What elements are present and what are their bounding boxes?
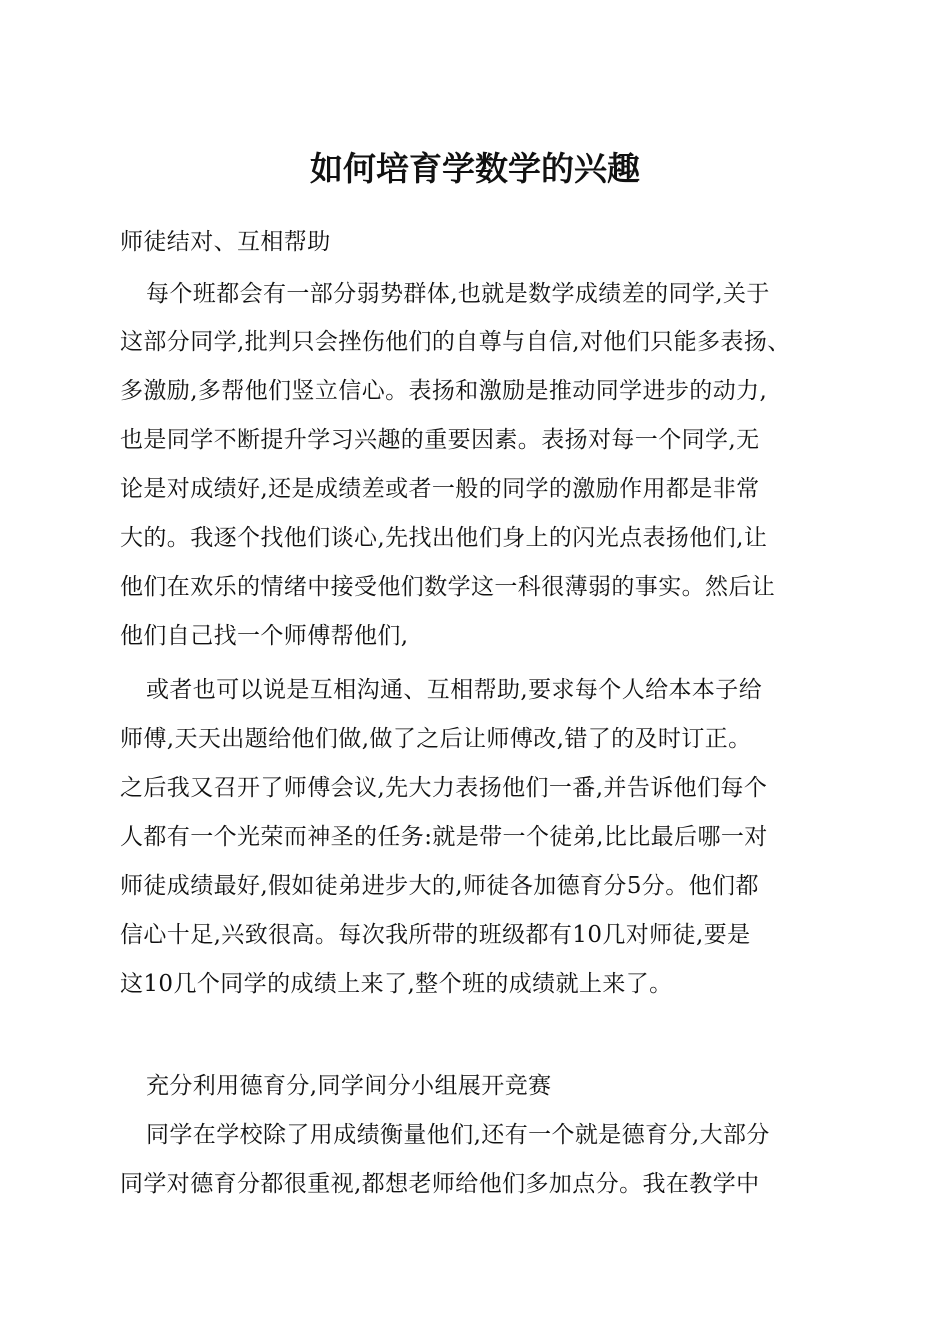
paragraph-line: 论是对成绩好,还是成绩差或者一般的同学的激励作用都是非常 — [120, 476, 760, 502]
paragraph-line: 大的。我逐个找他们谈心,先找出他们身上的闪光点表扬他们,让 — [120, 525, 768, 551]
section-heading-moral-points: 充分利用德育分,同学间分小组展开竞赛 — [146, 1073, 552, 1099]
paragraph-line: 或者也可以说是互相沟通、互相帮助,要求每个人给本本子给 — [146, 677, 763, 703]
paragraph-line: 这部分同学,批判只会挫伤他们的自尊与自信,对他们只能多表扬、 — [120, 329, 791, 355]
paragraph-line: 信心十足,兴致很高。每次我所带的班级都有10几对师徒,要是 — [120, 922, 751, 948]
paragraph-line: 师傅,天天出题给他们做,做了之后让师傅改,错了的及时订正。 — [120, 726, 752, 752]
paragraph-line: 多激励,多帮他们竖立信心。表扬和激励是推动同学进步的动力, — [120, 378, 768, 404]
document-title: 如何培育学数学的兴趣 — [310, 149, 640, 188]
paragraph-line: 这10几个同学的成绩上来了,整个班的成绩就上来了。 — [120, 971, 673, 997]
paragraph-line: 人都有一个光荣而神圣的任务:就是带一个徒弟,比比最后哪一对 — [120, 824, 768, 850]
paragraph-line: 同学对德育分都很重视,都想老师给他们多加点分。我在教学中 — [120, 1171, 760, 1197]
paragraph-line: 每个班都会有一部分弱势群体,也就是数学成绩差的同学,关于 — [146, 281, 770, 307]
section-heading-mentoring: 师徒结对、互相帮助 — [120, 229, 331, 255]
paragraph-line: 师徒成绩最好,假如徒弟进步大的,师徒各加德育分5分。他们都 — [120, 873, 759, 899]
paragraph-line: 也是同学不断提升学习兴趣的重要因素。表扬对每一个同学,无 — [120, 427, 760, 453]
paragraph-line: 他们自己找一个师傅帮他们, — [120, 623, 409, 649]
paragraph-line: 之后我又召开了师傅会议,先大力表扬他们一番,并告诉他们每个 — [120, 775, 768, 801]
paragraph-line: 他们在欢乐的情绪中接受他们数学这一科很薄弱的事实。然后让 — [120, 574, 776, 600]
paragraph-line: 同学在学校除了用成绩衡量他们,还有一个就是德育分,大部分 — [146, 1122, 770, 1148]
